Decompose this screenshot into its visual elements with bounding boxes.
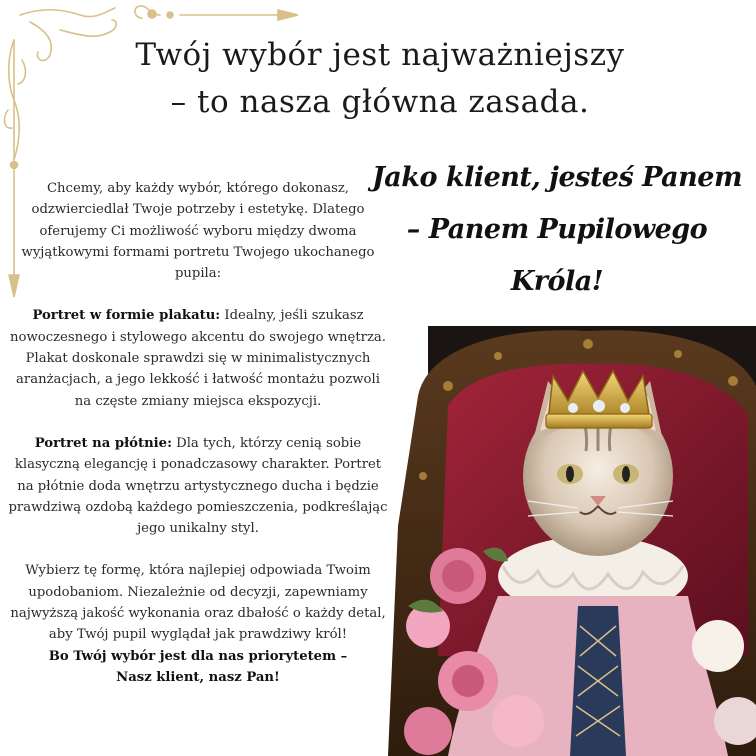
- title-line-1: Twój wybór jest najważniejszy: [135, 37, 625, 73]
- tagline-line-2: – Panem Pupilowego: [406, 214, 708, 245]
- closing-paragraph: Wybierz tę formę, która najlepiej odpowiada Twoim upodobaniom. Niezależnie od decyzji, zapewniamy najwyższą jakość wykonania oraz dbałość o każdy detal, aby Twój pupil wyglądał jak prawdziwy król!: [10, 563, 386, 643]
- poster-label: Portret w formie plakatu:: [32, 308, 221, 324]
- tagline-line-1: Jako klient, jesteś Panem: [372, 162, 743, 193]
- canvas-text: Dla tych, którzy cenią sobie klasyczną elegancję i ponadczasowy charakter. Portret na płótnie doda wnętrzu artystycznego ducha i będzie prawdziwą ozdobą każdego pomieszczenia, podkreślając jego unikalny styl.: [8, 435, 388, 537]
- cat-king-portrait: [388, 326, 756, 756]
- motto-line-1-text: Bo Twój wybór jest dla nas priorytetem –: [48, 648, 348, 664]
- script-tagline: [372, 152, 742, 308]
- intro-paragraph: Chcemy, aby każdy wybór, którego dokonasz, odzwierciedlał Twoje potrzeby i estetykę. Dlatego oferujemy Ci możliwość wyboru między dwoma wyjątkowymi formami portretu Twojego ukochanego pupila:: [21, 181, 375, 282]
- motto-line-1: [8, 646, 388, 667]
- poster-paragraph: [8, 305, 388, 411]
- page-title: [60, 32, 700, 126]
- motto-line-2-text: Nasz klient, nasz Pan!: [116, 669, 280, 685]
- tagline-line-3: Króla!: [510, 266, 604, 297]
- body-text: [8, 178, 388, 688]
- motto-line-2: [8, 667, 388, 688]
- canvas-paragraph: [8, 433, 388, 539]
- canvas-label: Portret na płótnie:: [34, 435, 172, 451]
- title-line-2: – to nasza główna zasada.: [170, 84, 590, 120]
- poster-text: Idealny, jeśli szukasz nowoczesnego i stylowego akcentu do swojego wnętrza. Plakat doskonale sprawdzi się w minimalistycznych aranżacjach, a jego lekkość i łatwość montażu pozwoli na częste zmiany miejsca ekspozycji.: [10, 308, 386, 409]
